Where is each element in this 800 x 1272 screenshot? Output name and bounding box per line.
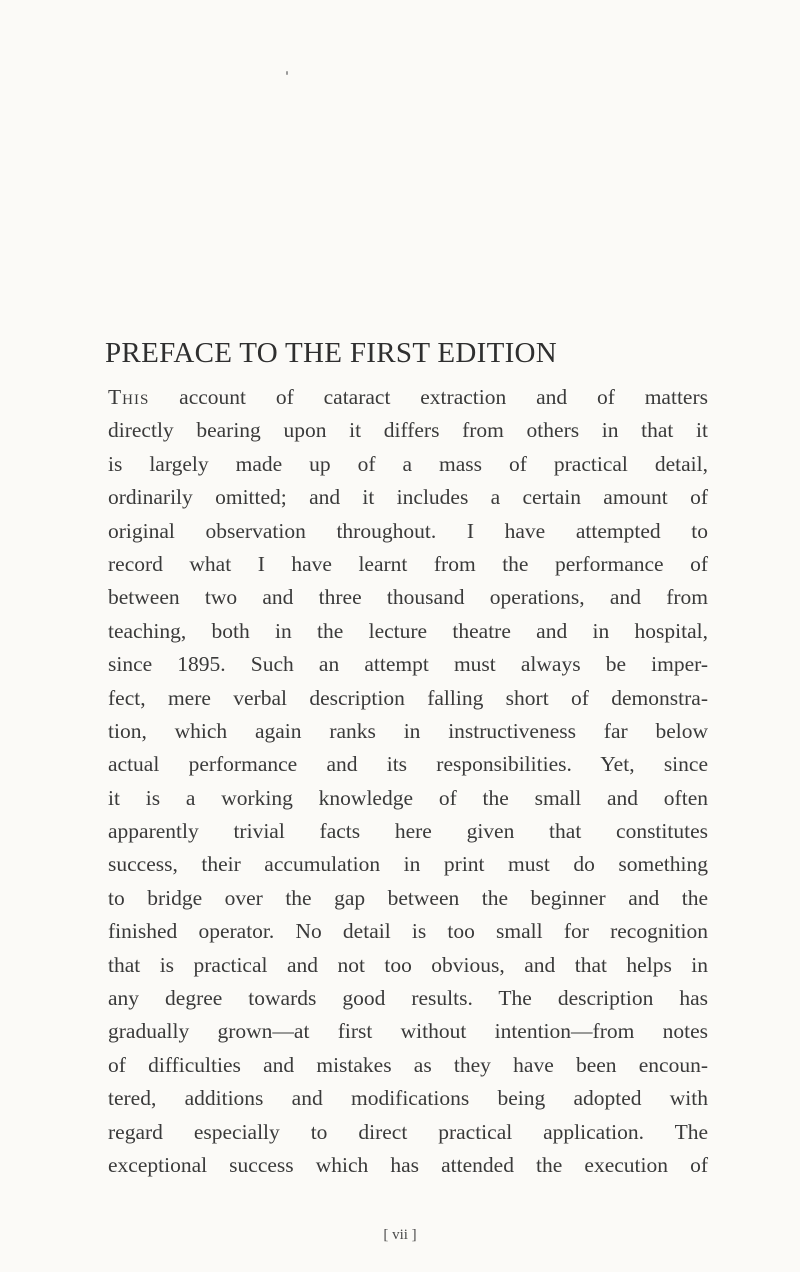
text-line: fect, mere verbal description falling short of demonstra-	[108, 685, 708, 710]
first-word: This	[108, 385, 150, 409]
text-line: record what I have learnt from the performance of	[108, 551, 708, 576]
text-line: regard especially to direct practical application. The	[108, 1119, 708, 1144]
text-line: This account of cataract extraction and of matters	[108, 385, 708, 409]
text-line: teaching, both in the lecture theatre and in hospital,	[108, 618, 708, 643]
page-title: PREFACE TO THE FIRST EDITION	[105, 337, 558, 369]
text-line: tion, which again ranks in instructiveness far below	[108, 718, 708, 743]
text-line: that is practical and not too obvious, and that helps in	[108, 952, 708, 977]
text-line: ordinarily omitted; and it includes a certain amount of	[108, 485, 708, 510]
text-line: directly bearing upon it differs from others in that it	[108, 418, 708, 443]
text-line: is largely made up of a mass of practical detail,	[108, 451, 708, 476]
text-line: finished operator. No detail is too small for recognition	[108, 919, 708, 944]
text-line: original observation throughout. I have attempted to	[108, 518, 708, 543]
preface-body	[108, 381, 708, 1182]
text-line: success, their accumulation in print must do something	[108, 852, 708, 877]
text-line: tered, additions and modifications being adopted with	[108, 1086, 708, 1111]
text-line: exceptional success which has attended the execution of	[108, 1152, 708, 1177]
text-line: of difficulties and mistakes as they have been encoun-	[108, 1052, 708, 1077]
text-line: to bridge over the gap between the beginner and the	[108, 885, 708, 910]
print-speck	[286, 71, 288, 75]
text-line: any degree towards good results. The description has	[108, 986, 708, 1011]
text-line: between two and three thousand operations, and from	[108, 585, 708, 610]
text-line: gradually grown—at first without intention—from notes	[108, 1019, 708, 1044]
text-line: it is a working knowledge of the small and often	[108, 785, 708, 810]
text-line: apparently trivial facts here given that constitutes	[108, 819, 708, 844]
text-line: since 1895. Such an attempt must always be imper-	[108, 652, 708, 677]
text-line: actual performance and its responsibilities. Yet, since	[108, 752, 708, 777]
page-number: [ vii ]	[383, 1227, 417, 1243]
